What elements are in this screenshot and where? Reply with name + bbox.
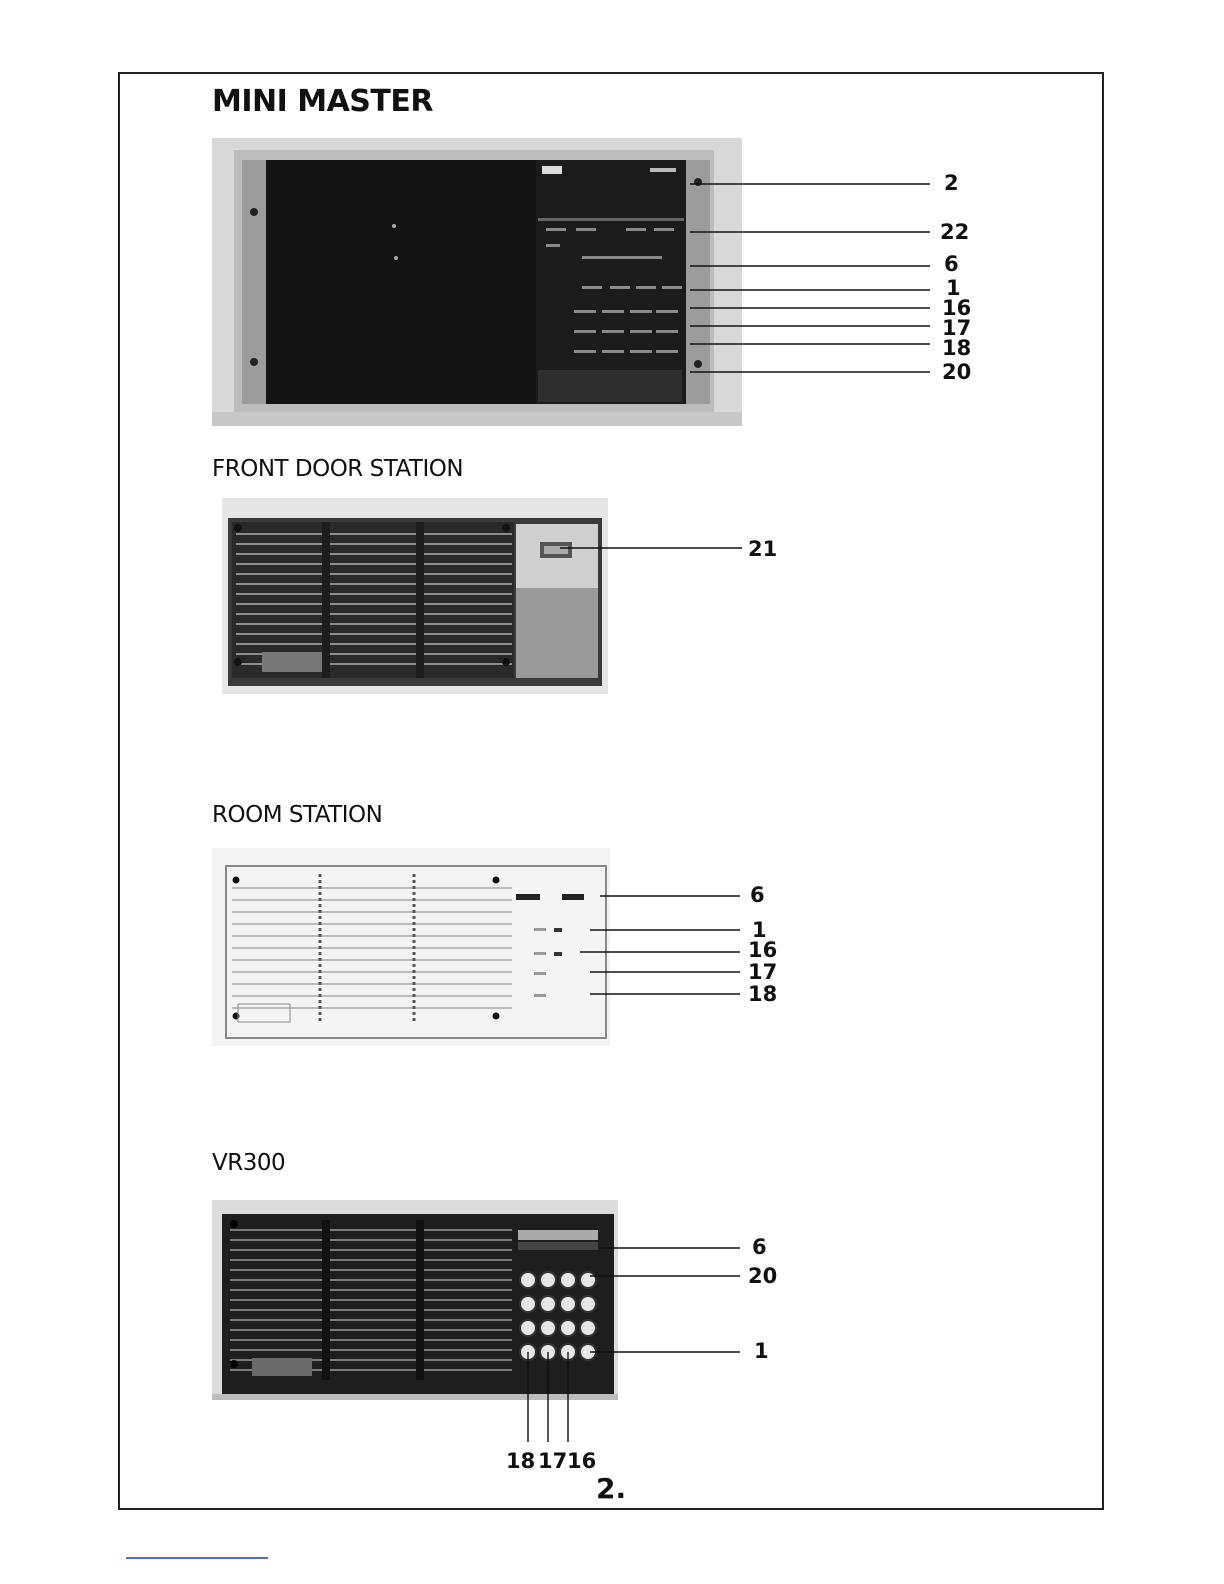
callout-16: 16 <box>567 1449 597 1473</box>
callout-1: 1 <box>754 1339 769 1363</box>
callout-20: 20 <box>748 1264 778 1288</box>
vr300-title: VR300 <box>212 1150 286 1176</box>
callout-22: 22 <box>940 220 970 244</box>
callout-18: 18 <box>506 1449 536 1473</box>
room-station-title: ROOM STATION <box>212 802 383 828</box>
callout-20: 20 <box>942 360 972 384</box>
room-station-photo <box>212 848 610 1046</box>
footer-rule <box>126 1557 268 1559</box>
front-door-photo <box>222 498 608 694</box>
callout-17: 17 <box>748 960 778 984</box>
callout-21: 21 <box>748 537 778 561</box>
mini-master-leaders <box>690 180 940 380</box>
callout-17: 17 <box>538 1449 568 1473</box>
callout-18: 18 <box>748 982 778 1006</box>
callout-6: 6 <box>750 883 765 907</box>
callout-18: 18 <box>942 336 972 360</box>
callout-16: 16 <box>748 938 778 962</box>
vr300-leaders <box>500 1240 760 1450</box>
callout-17: 17 <box>942 316 972 340</box>
mini-master-photo <box>212 138 742 426</box>
callout-1: 1 <box>946 276 961 300</box>
callout-6: 6 <box>752 1235 767 1259</box>
front-door-leaders <box>560 540 750 560</box>
front-door-title: FRONT DOOR STATION <box>212 456 464 482</box>
callout-2: 2 <box>944 171 959 195</box>
callout-1: 1 <box>752 918 767 942</box>
mini-master-title: MINI MASTER <box>212 84 433 119</box>
page-number: 2. <box>596 1472 627 1505</box>
room-station-leaders <box>560 890 750 1010</box>
callout-16: 16 <box>942 296 972 320</box>
callout-6: 6 <box>944 252 959 276</box>
